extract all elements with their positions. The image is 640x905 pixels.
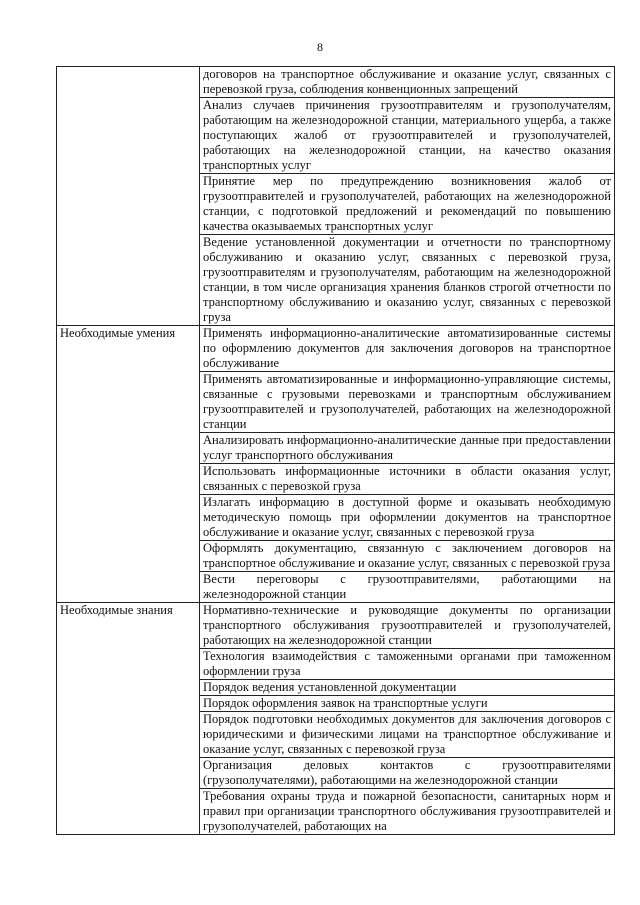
section-item-text: Порядок ведения установленной документации [200, 680, 615, 696]
section-item-text: Оформлять документацию, связанную с заключением договоров на транспортное обслуживание и оказание услуг, связанных с перевозкой груза [200, 541, 615, 572]
specification-table [56, 66, 615, 835]
section-item-text: Технология взаимодействия с таможенными органами при таможенном оформлении груза [200, 649, 615, 680]
section-item-text: договоров на транспортное обслуживание и оказание услуг, связанных с перевозкой груза, соблюдения конвенционных запрещений [200, 67, 615, 98]
table-row [57, 326, 615, 372]
section-item-text: Порядок оформления заявок на транспортные услуги [200, 696, 615, 712]
section-item-text: Организация деловых контактов с грузоотправителями (грузополучателями), работающими на железнодорожной станции [200, 758, 615, 789]
section-label: Необходимые умения [57, 326, 200, 603]
section-item-text: Использовать информационные источники в области оказания услуг, связанных с перевозкой груза [200, 464, 615, 495]
section-item-text: Вести переговоры с грузоотправителями, работающими на железнодорожной станции [200, 572, 615, 603]
page-number: 8 [317, 40, 323, 54]
section-item-text: Принятие мер по предупреждению возникновения жалоб от грузоотправителей и грузополучателей, работающих на железнодорожной станции, с подготовкой предложений и рекомендаций по повышению качества оказываемых транспортных услуг [200, 174, 615, 235]
table-row [57, 67, 615, 98]
section-item-text: Применять информационно-аналитические автоматизированные системы по оформлению документов для заключения договоров на транспортное обслуживание [200, 326, 615, 372]
section-label: Необходимые знания [57, 603, 200, 835]
section-item-text: Излагать информацию в доступной форме и оказывать необходимую методическую помощь при оформлении документов на транспортное обслуживание и оказание услуг, связанных с перевозкой груза [200, 495, 615, 541]
section-item-text: Требования охраны труда и пожарной безопасности, санитарных норм и правил при организации транспортного обслуживания грузоотправителей и грузополучателей, работающих на [200, 789, 615, 835]
section-item-text: Нормативно-технические и руководящие документы по организации транспортного обслуживания грузоотправителей и грузополучателей, работающих на железнодорожной станции [200, 603, 615, 649]
section-label [57, 67, 200, 326]
section-item-text: Порядок подготовки необходимых документов для заключения договоров с юридическими и физическими лицами на транспортное обслуживание и оказание услуг, связанных с перевозкой груза [200, 712, 615, 758]
section-item-text: Анализ случаев причинения грузоотправителям и грузополучателям, работающим на железнодорожной станции, материального ущерба, а также поступающих жалоб от грузоотправителей и грузополучателей, работающих на железнодорожной станции, на качество оказания транспортных услуг [200, 98, 615, 174]
table-row [57, 603, 615, 649]
section-item-text: Применять автоматизированные и информационно-управляющие системы, связанные с грузовыми перевозками и транспортным обслуживанием грузоотправителей и грузополучателей, работающих на железнодорожной станции [200, 372, 615, 433]
section-item-text: Анализировать информационно-аналитические данные при предоставлении услуг транспортного обслуживания [200, 433, 615, 464]
section-item-text: Ведение установленной документации и отчетности по транспортному обслуживанию и оказанию услуг, связанных с перевозкой груза, грузоотправителям и грузополучателям, работающим на железнодорожной станции, в том числе организация хранения бланков строгой отчетности по транспортному обслуживанию и оказанию услуг, связанных с перевозкой груза [200, 235, 615, 326]
specification-table-body [57, 67, 615, 835]
